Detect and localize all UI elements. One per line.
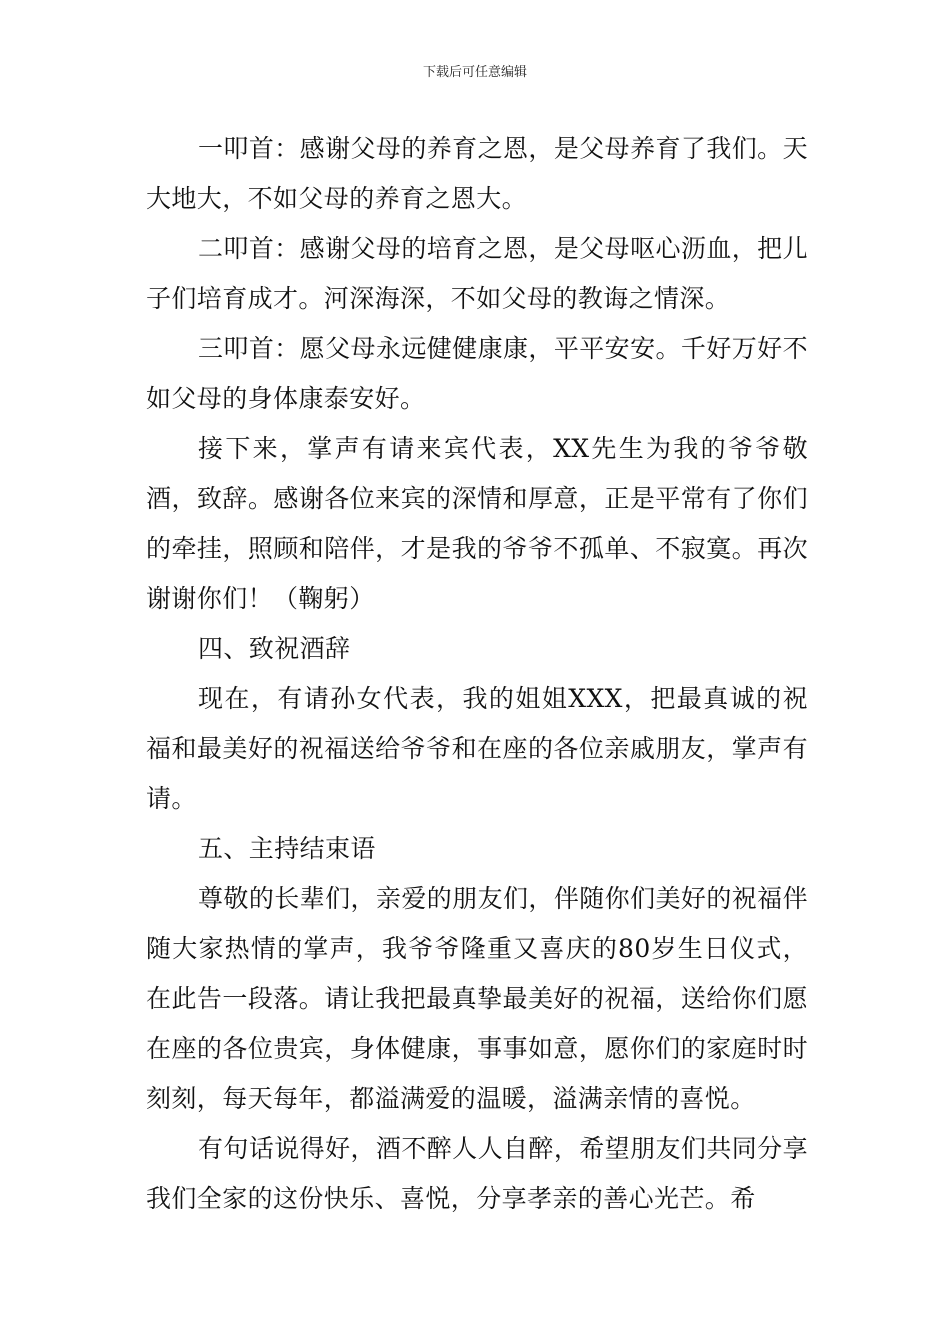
section-heading-closing-remarks: 五、主持结束语 <box>198 834 376 863</box>
paragraph-second-kowtow: 二叩首：感谢父母的培育之恩，是父母呕心沥血，把儿子们培育成才。河深海深，不如父母的教诲之情深。 <box>146 234 808 313</box>
paragraph-closing-blessing: 尊敬的长辈们，亲爱的朋友们，伴随你们美好的祝福伴随大家热情的掌声，我爷爷隆重又喜庆的80岁生日仪式，在此告一段落。请让我把最真挚最美好的祝福，送给你们愿在座的各位贵宾，身体健康，事事如意，愿你们的家庭时时刻刻，每天每年，都溢满爱的温暖，溢满亲情的喜悦。 <box>146 884 808 1113</box>
paragraph-granddaughter-blessing: 现在，有请孙女代表，我的姐姐XXX，把最真诚的祝福和最美好的祝福送给爷爷和在座的各位亲戚朋友，掌声有请。 <box>146 684 808 813</box>
document-body <box>146 124 808 1224</box>
page-header: 下载后可任意编辑 <box>422 65 527 80</box>
section-heading-toast-speech: 四、致祝酒辞 <box>198 634 351 663</box>
paragraph-first-kowtow: 一叩首：感谢父母的养育之恩，是父母养育了我们。天大地大，不如父母的养育之恩大。 <box>146 134 808 213</box>
paragraph-third-kowtow: 三叩首：愿父母永远健健康康，平平安安。千好万好不如父母的身体康泰安好。 <box>146 334 808 413</box>
paragraph-closing-share-joy: 有句话说得好，酒不醉人人自醉，希望朋友们共同分享我们全家的这份快乐、喜悦，分享孝亲的善心光芒。希 <box>146 1134 808 1213</box>
paragraph-guest-toast: 接下来，掌声有请来宾代表，XX先生为我的爷爷敬酒，致辞。感谢各位来宾的深情和厚意，正是平常有了你们的牵挂，照顾和陪伴，才是我的爷爷不孤单、不寂寞。再次谢谢你们！（鞠躬） <box>146 434 808 613</box>
